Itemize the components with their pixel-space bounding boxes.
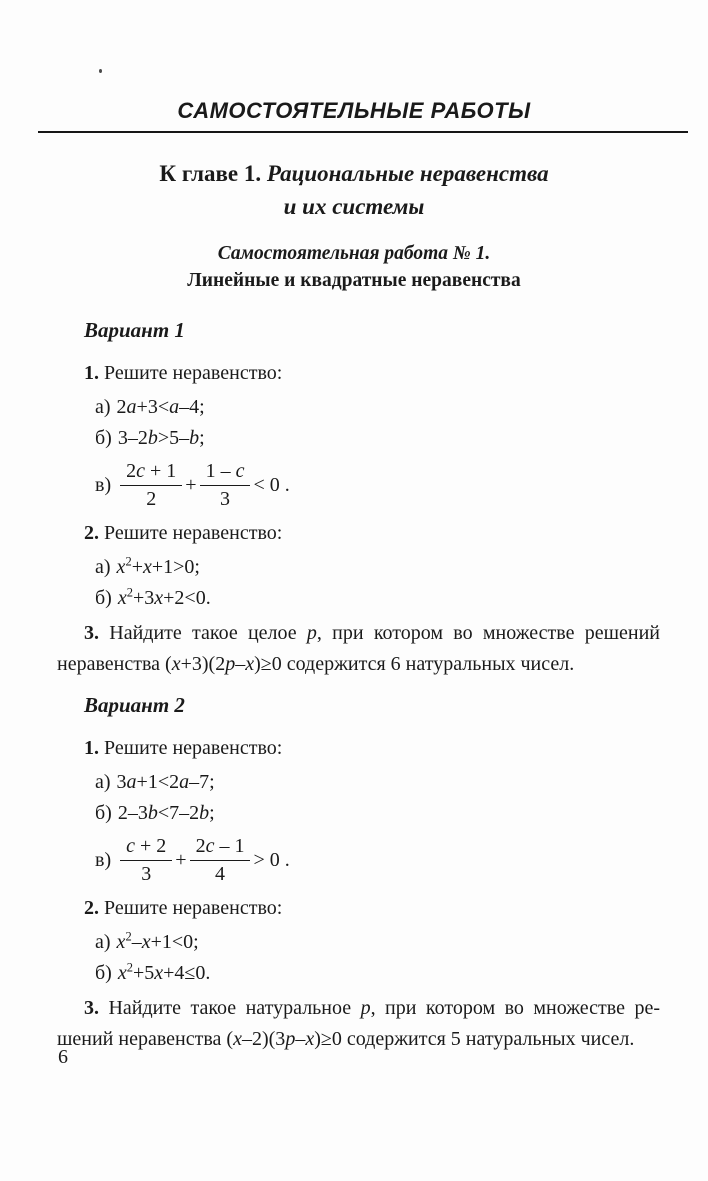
problem-lead-text: Решите неравенство: <box>104 362 283 384</box>
variant-2-title: Вариант 2 <box>84 693 185 717</box>
problem-number: 1. <box>84 362 99 384</box>
item-label: б) <box>95 427 112 449</box>
item-label: в) <box>95 848 112 871</box>
v2-p1-item-a <box>95 767 660 798</box>
item-label: а) <box>95 556 111 578</box>
v1-p1-item-a <box>95 392 660 423</box>
problem-lead-text: Решите неравенство: <box>104 897 283 919</box>
math-expression: $\frac{c + 2}{3}$ + $\frac{2c - 1}{4}$ > 0 . <box>117 834 290 887</box>
item-label: б) <box>95 802 112 824</box>
v2-p2-item-b <box>95 958 660 989</box>
v1-p2-item-b <box>95 583 660 614</box>
item-label: б) <box>95 587 112 609</box>
math-expression: $x^2+5x+4\le 0$. <box>117 960 211 984</box>
item-label: а) <box>95 931 111 953</box>
v2-p3-line2: шений неравенства (x–2)(3p–x)≥0 содержится 5 натуральных чисел. <box>57 1028 635 1050</box>
chapter-heading <box>0 157 708 223</box>
v1-p2-item-a <box>95 552 660 583</box>
v1-problem-3 <box>57 618 660 680</box>
math-expression: 3a+1<2a–7; <box>116 771 215 793</box>
math-expression: $x^2+x+1>0$; <box>116 554 200 578</box>
header-rule <box>38 131 688 133</box>
work-subtitle-italic: Самостоятельная работа № 1. <box>217 243 491 264</box>
variant-1-title: Вариант 1 <box>84 318 185 342</box>
problem-lead-text: Решите неравенство: <box>104 522 283 544</box>
v2-p1-item-v <box>95 833 660 887</box>
work-subtitle <box>0 240 708 294</box>
v1-problem-1-lead <box>57 358 660 389</box>
math-expression: $x^2-x+1<0$; <box>116 929 199 953</box>
chapter-heading-line1 <box>0 157 708 190</box>
scan-artifact-dot <box>99 69 102 73</box>
variant-1-section <box>57 318 660 680</box>
v2-problem-1-lead <box>57 733 660 764</box>
page-content <box>0 318 708 1055</box>
chapter-prefix: К главе 1. <box>159 161 262 186</box>
math-expression: 2a+3<a–4; <box>116 396 205 418</box>
item-label: б) <box>95 962 112 984</box>
v1-p3-line1: 3. Найдите такое целое p, при котором во множестве решений <box>84 622 660 644</box>
problem-number: 2. <box>84 522 99 544</box>
problem-number: 1. <box>84 737 99 759</box>
v1-p1-item-v <box>95 458 660 512</box>
page-title: САМОСТОЯТЕЛЬНЫЕ РАБОТЫ <box>177 98 531 123</box>
v2-problem-3 <box>57 993 660 1055</box>
page-number: 6 <box>58 1046 68 1068</box>
item-label: а) <box>95 396 111 418</box>
chapter-title-part1: Рациональные неравенства <box>266 161 549 186</box>
math-expression: $x^2+3x+2<0$. <box>117 585 211 609</box>
v2-p1-item-b <box>95 798 660 829</box>
v2-p2-item-a <box>95 927 660 958</box>
math-expression: 2–3b<7–2b; <box>117 802 215 824</box>
math-expression: $\frac{2c + 1}{2}$ + $\frac{1 - c}{3}$ < 0 . <box>117 459 290 512</box>
chapter-title-part2: и их системы <box>283 194 425 219</box>
item-label: а) <box>95 771 111 793</box>
problem-number: 2. <box>84 897 99 919</box>
v2-problem-2-lead <box>57 893 660 924</box>
v1-problem-2-lead <box>57 518 660 549</box>
v1-p3-line2: неравенства (x+3)(2p–x)≥0 содержится 6 натуральных чисел. <box>57 653 575 675</box>
v2-p3-line1: 3. Найдите такое натуральное p, при котором во множестве ре- <box>84 997 660 1019</box>
math-expression: 3–2b>5–b; <box>117 427 205 449</box>
v1-p1-item-b <box>95 423 660 454</box>
work-subtitle-bold: Линейные и квадратные неравенства <box>187 270 521 291</box>
problem-lead-text: Решите неравенство: <box>104 737 283 759</box>
variant-2-section <box>57 693 660 1055</box>
item-label: в) <box>95 473 112 496</box>
